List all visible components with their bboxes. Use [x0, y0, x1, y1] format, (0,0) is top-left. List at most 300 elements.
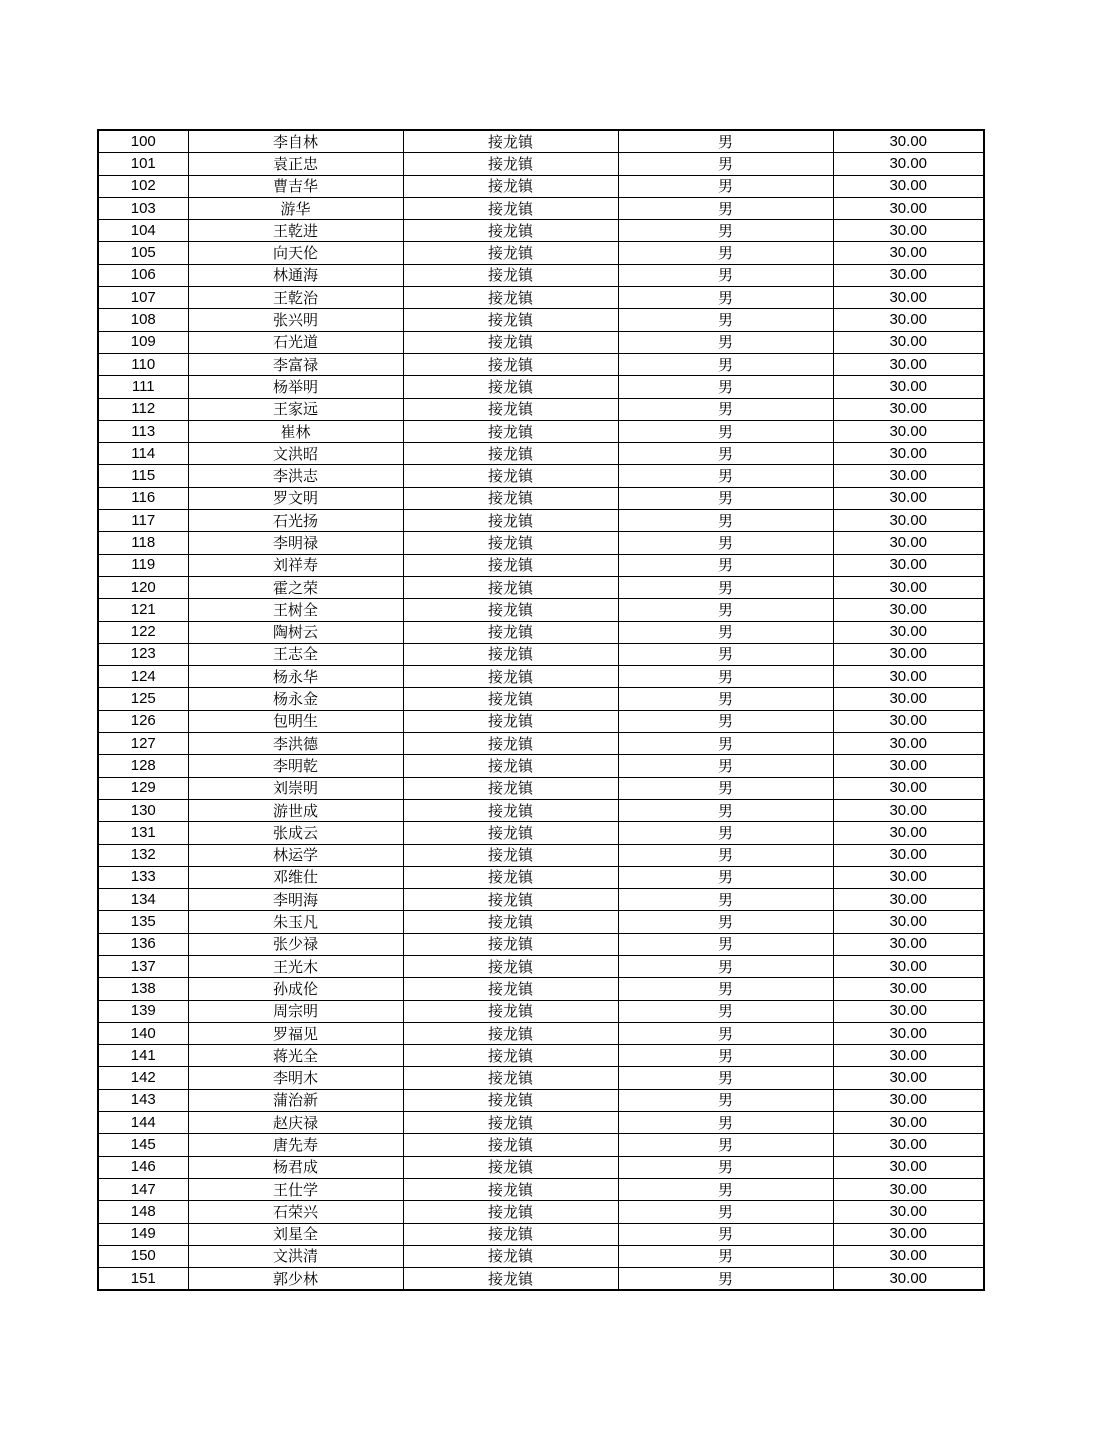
- cell-number: 149: [98, 1223, 188, 1245]
- cell-amount: 30.00: [833, 576, 984, 598]
- cell-amount: 30.00: [833, 710, 984, 732]
- cell-name: 石荣兴: [188, 1201, 403, 1223]
- table-row: [98, 1045, 984, 1067]
- table-row: [98, 1112, 984, 1134]
- table-row: [98, 978, 984, 1000]
- cell-number: 143: [98, 1089, 188, 1111]
- cell-name: 袁正忠: [188, 153, 403, 175]
- cell-name: 李明木: [188, 1067, 403, 1089]
- cell-amount: 30.00: [833, 621, 984, 643]
- cell-town: 接龙镇: [403, 1112, 618, 1134]
- table-row: [98, 1268, 984, 1291]
- table-row: [98, 1067, 984, 1089]
- cell-gender: 男: [618, 1000, 833, 1022]
- cell-town: 接龙镇: [403, 1156, 618, 1178]
- cell-town: 接龙镇: [403, 331, 618, 353]
- cell-amount: 30.00: [833, 264, 984, 286]
- table-row: [98, 175, 984, 197]
- cell-name: 刘祥寿: [188, 554, 403, 576]
- cell-town: 接龙镇: [403, 666, 618, 688]
- table-row: [98, 220, 984, 242]
- cell-gender: 男: [618, 911, 833, 933]
- cell-town: 接龙镇: [403, 130, 618, 153]
- cell-town: 接龙镇: [403, 220, 618, 242]
- cell-amount: 30.00: [833, 242, 984, 264]
- cell-town: 接龙镇: [403, 420, 618, 442]
- table-row: [98, 576, 984, 598]
- table-row: [98, 755, 984, 777]
- table-row: [98, 733, 984, 755]
- table-row: [98, 933, 984, 955]
- cell-gender: 男: [618, 978, 833, 1000]
- cell-amount: 30.00: [833, 153, 984, 175]
- cell-town: 接龙镇: [403, 777, 618, 799]
- cell-name: 霍之荣: [188, 576, 403, 598]
- cell-number: 114: [98, 443, 188, 465]
- cell-town: 接龙镇: [403, 443, 618, 465]
- cell-town: 接龙镇: [403, 822, 618, 844]
- cell-town: 接龙镇: [403, 1268, 618, 1291]
- cell-name: 杨永金: [188, 688, 403, 710]
- cell-town: 接龙镇: [403, 532, 618, 554]
- table-row: [98, 153, 984, 175]
- table-row: [98, 1178, 984, 1200]
- cell-gender: 男: [618, 287, 833, 309]
- cell-town: 接龙镇: [403, 911, 618, 933]
- cell-town: 接龙镇: [403, 755, 618, 777]
- table-row: [98, 1022, 984, 1044]
- table-row: [98, 599, 984, 621]
- cell-amount: 30.00: [833, 777, 984, 799]
- cell-number: 120: [98, 576, 188, 598]
- cell-town: 接龙镇: [403, 1223, 618, 1245]
- cell-amount: 30.00: [833, 443, 984, 465]
- cell-amount: 30.00: [833, 1022, 984, 1044]
- cell-town: 接龙镇: [403, 398, 618, 420]
- cell-name: 邓维仕: [188, 866, 403, 888]
- table-row: [98, 799, 984, 821]
- cell-town: 接龙镇: [403, 465, 618, 487]
- cell-number: 101: [98, 153, 188, 175]
- cell-number: 141: [98, 1045, 188, 1067]
- cell-name: 李明海: [188, 889, 403, 911]
- cell-amount: 30.00: [833, 1268, 984, 1291]
- cell-amount: 30.00: [833, 465, 984, 487]
- cell-name: 杨举明: [188, 376, 403, 398]
- table-row: [98, 688, 984, 710]
- cell-town: 接龙镇: [403, 1089, 618, 1111]
- cell-amount: 30.00: [833, 1134, 984, 1156]
- cell-gender: 男: [618, 1067, 833, 1089]
- table-row: [98, 844, 984, 866]
- cell-gender: 男: [618, 1022, 833, 1044]
- cell-amount: 30.00: [833, 331, 984, 353]
- cell-amount: 30.00: [833, 1045, 984, 1067]
- cell-amount: 30.00: [833, 866, 984, 888]
- cell-town: 接龙镇: [403, 889, 618, 911]
- cell-number: 121: [98, 599, 188, 621]
- cell-amount: 30.00: [833, 889, 984, 911]
- cell-town: 接龙镇: [403, 866, 618, 888]
- cell-number: 150: [98, 1245, 188, 1267]
- table-row: [98, 287, 984, 309]
- table-row: [98, 242, 984, 264]
- cell-number: 134: [98, 889, 188, 911]
- cell-amount: 30.00: [833, 197, 984, 219]
- cell-number: 102: [98, 175, 188, 197]
- cell-amount: 30.00: [833, 420, 984, 442]
- cell-amount: 30.00: [833, 1000, 984, 1022]
- table-row: [98, 911, 984, 933]
- cell-name: 刘崇明: [188, 777, 403, 799]
- cell-gender: 男: [618, 376, 833, 398]
- cell-number: 109: [98, 331, 188, 353]
- cell-name: 林运学: [188, 844, 403, 866]
- cell-town: 接龙镇: [403, 799, 618, 821]
- table-row: [98, 443, 984, 465]
- table-row: [98, 420, 984, 442]
- table-row: [98, 130, 984, 153]
- cell-amount: 30.00: [833, 755, 984, 777]
- cell-gender: 男: [618, 666, 833, 688]
- cell-town: 接龙镇: [403, 153, 618, 175]
- cell-number: 146: [98, 1156, 188, 1178]
- cell-town: 接龙镇: [403, 955, 618, 977]
- cell-number: 108: [98, 309, 188, 331]
- cell-gender: 男: [618, 710, 833, 732]
- cell-amount: 30.00: [833, 1067, 984, 1089]
- table-row: [98, 465, 984, 487]
- cell-number: 128: [98, 755, 188, 777]
- cell-gender: 男: [618, 331, 833, 353]
- cell-amount: 30.00: [833, 1112, 984, 1134]
- cell-gender: 男: [618, 955, 833, 977]
- cell-gender: 男: [618, 599, 833, 621]
- cell-name: 杨永华: [188, 666, 403, 688]
- cell-number: 113: [98, 420, 188, 442]
- cell-number: 118: [98, 532, 188, 554]
- cell-amount: 30.00: [833, 398, 984, 420]
- cell-gender: 男: [618, 866, 833, 888]
- cell-gender: 男: [618, 175, 833, 197]
- cell-name: 包明生: [188, 710, 403, 732]
- table-row: [98, 1201, 984, 1223]
- cell-amount: 30.00: [833, 1245, 984, 1267]
- cell-number: 140: [98, 1022, 188, 1044]
- cell-gender: 男: [618, 1245, 833, 1267]
- cell-number: 129: [98, 777, 188, 799]
- cell-number: 142: [98, 1067, 188, 1089]
- cell-name: 王仕学: [188, 1178, 403, 1200]
- cell-gender: 男: [618, 1268, 833, 1291]
- cell-gender: 男: [618, 420, 833, 442]
- table-row: [98, 1156, 984, 1178]
- cell-gender: 男: [618, 220, 833, 242]
- cell-amount: 30.00: [833, 1201, 984, 1223]
- cell-town: 接龙镇: [403, 643, 618, 665]
- cell-gender: 男: [618, 777, 833, 799]
- cell-town: 接龙镇: [403, 287, 618, 309]
- cell-amount: 30.00: [833, 510, 984, 532]
- cell-gender: 男: [618, 1223, 833, 1245]
- cell-gender: 男: [618, 130, 833, 153]
- cell-name: 王树全: [188, 599, 403, 621]
- cell-gender: 男: [618, 933, 833, 955]
- table-row: [98, 666, 984, 688]
- cell-name: 游世成: [188, 799, 403, 821]
- cell-town: 接龙镇: [403, 309, 618, 331]
- cell-name: 文洪昭: [188, 443, 403, 465]
- table-row: [98, 643, 984, 665]
- cell-amount: 30.00: [833, 376, 984, 398]
- table-row: [98, 532, 984, 554]
- cell-town: 接龙镇: [403, 599, 618, 621]
- cell-town: 接龙镇: [403, 621, 618, 643]
- cell-gender: 男: [618, 755, 833, 777]
- cell-number: 137: [98, 955, 188, 977]
- cell-town: 接龙镇: [403, 576, 618, 598]
- cell-amount: 30.00: [833, 822, 984, 844]
- cell-number: 127: [98, 733, 188, 755]
- cell-gender: 男: [618, 487, 833, 509]
- cell-number: 148: [98, 1201, 188, 1223]
- table-row: [98, 1245, 984, 1267]
- table-row: [98, 331, 984, 353]
- cell-amount: 30.00: [833, 487, 984, 509]
- cell-name: 王乾治: [188, 287, 403, 309]
- cell-town: 接龙镇: [403, 844, 618, 866]
- table-row: [98, 866, 984, 888]
- cell-name: 陶树云: [188, 621, 403, 643]
- cell-town: 接龙镇: [403, 242, 618, 264]
- cell-name: 石光扬: [188, 510, 403, 532]
- cell-name: 唐先寿: [188, 1134, 403, 1156]
- table-row: [98, 197, 984, 219]
- cell-town: 接龙镇: [403, 1201, 618, 1223]
- cell-number: 117: [98, 510, 188, 532]
- cell-number: 124: [98, 666, 188, 688]
- cell-name: 向天伦: [188, 242, 403, 264]
- cell-number: 151: [98, 1268, 188, 1291]
- cell-gender: 男: [618, 242, 833, 264]
- cell-number: 130: [98, 799, 188, 821]
- cell-name: 李明禄: [188, 532, 403, 554]
- cell-number: 132: [98, 844, 188, 866]
- table-row: [98, 353, 984, 375]
- table-row: [98, 487, 984, 509]
- cell-gender: 男: [618, 799, 833, 821]
- cell-amount: 30.00: [833, 688, 984, 710]
- cell-amount: 30.00: [833, 799, 984, 821]
- cell-gender: 男: [618, 576, 833, 598]
- cell-name: 周宗明: [188, 1000, 403, 1022]
- cell-number: 131: [98, 822, 188, 844]
- cell-town: 接龙镇: [403, 554, 618, 576]
- cell-name: 曹吉华: [188, 175, 403, 197]
- table-row: [98, 955, 984, 977]
- table-row: [98, 822, 984, 844]
- cell-amount: 30.00: [833, 733, 984, 755]
- table-row: [98, 554, 984, 576]
- cell-amount: 30.00: [833, 1156, 984, 1178]
- cell-town: 接龙镇: [403, 175, 618, 197]
- table-row: [98, 1134, 984, 1156]
- cell-name: 王光木: [188, 955, 403, 977]
- cell-number: 147: [98, 1178, 188, 1200]
- table-row: [98, 621, 984, 643]
- cell-gender: 男: [618, 510, 833, 532]
- cell-amount: 30.00: [833, 287, 984, 309]
- cell-number: 145: [98, 1134, 188, 1156]
- cell-number: 122: [98, 621, 188, 643]
- cell-gender: 男: [618, 353, 833, 375]
- cell-amount: 30.00: [833, 554, 984, 576]
- cell-gender: 男: [618, 889, 833, 911]
- cell-amount: 30.00: [833, 844, 984, 866]
- cell-town: 接龙镇: [403, 710, 618, 732]
- cell-gender: 男: [618, 309, 833, 331]
- data-table: [97, 129, 985, 1291]
- cell-town: 接龙镇: [403, 1000, 618, 1022]
- cell-amount: 30.00: [833, 532, 984, 554]
- cell-town: 接龙镇: [403, 1178, 618, 1200]
- cell-amount: 30.00: [833, 1089, 984, 1111]
- cell-amount: 30.00: [833, 955, 984, 977]
- cell-gender: 男: [618, 1112, 833, 1134]
- cell-number: 144: [98, 1112, 188, 1134]
- cell-name: 林通海: [188, 264, 403, 286]
- cell-name: 王志全: [188, 643, 403, 665]
- cell-number: 112: [98, 398, 188, 420]
- cell-gender: 男: [618, 443, 833, 465]
- cell-name: 李洪志: [188, 465, 403, 487]
- cell-number: 111: [98, 376, 188, 398]
- cell-town: 接龙镇: [403, 1022, 618, 1044]
- cell-town: 接龙镇: [403, 1045, 618, 1067]
- cell-town: 接龙镇: [403, 688, 618, 710]
- table-row: [98, 777, 984, 799]
- cell-number: 110: [98, 353, 188, 375]
- cell-amount: 30.00: [833, 599, 984, 621]
- cell-town: 接龙镇: [403, 264, 618, 286]
- cell-amount: 30.00: [833, 1223, 984, 1245]
- cell-gender: 男: [618, 1156, 833, 1178]
- cell-number: 133: [98, 866, 188, 888]
- cell-name: 王乾进: [188, 220, 403, 242]
- cell-gender: 男: [618, 197, 833, 219]
- table-row: [98, 398, 984, 420]
- cell-amount: 30.00: [833, 643, 984, 665]
- cell-amount: 30.00: [833, 1178, 984, 1200]
- cell-name: 孙成伦: [188, 978, 403, 1000]
- cell-amount: 30.00: [833, 933, 984, 955]
- cell-town: 接龙镇: [403, 978, 618, 1000]
- cell-gender: 男: [618, 1178, 833, 1200]
- cell-name: 石光道: [188, 331, 403, 353]
- cell-number: 126: [98, 710, 188, 732]
- cell-name: 张少禄: [188, 933, 403, 955]
- cell-number: 139: [98, 1000, 188, 1022]
- cell-gender: 男: [618, 264, 833, 286]
- cell-number: 135: [98, 911, 188, 933]
- cell-gender: 男: [618, 153, 833, 175]
- cell-gender: 男: [618, 465, 833, 487]
- table-row: [98, 264, 984, 286]
- cell-gender: 男: [618, 398, 833, 420]
- cell-town: 接龙镇: [403, 376, 618, 398]
- cell-town: 接龙镇: [403, 353, 618, 375]
- cell-town: 接龙镇: [403, 510, 618, 532]
- cell-gender: 男: [618, 1089, 833, 1111]
- cell-number: 103: [98, 197, 188, 219]
- cell-name: 郭少林: [188, 1268, 403, 1291]
- cell-town: 接龙镇: [403, 1134, 618, 1156]
- cell-name: 赵庆禄: [188, 1112, 403, 1134]
- cell-amount: 30.00: [833, 666, 984, 688]
- cell-town: 接龙镇: [403, 733, 618, 755]
- cell-number: 116: [98, 487, 188, 509]
- cell-amount: 30.00: [833, 220, 984, 242]
- cell-number: 123: [98, 643, 188, 665]
- cell-name: 罗文明: [188, 487, 403, 509]
- table-row: [98, 376, 984, 398]
- cell-gender: 男: [618, 621, 833, 643]
- cell-number: 100: [98, 130, 188, 153]
- cell-name: 崔林: [188, 420, 403, 442]
- table-body: [98, 130, 984, 1290]
- cell-gender: 男: [618, 1134, 833, 1156]
- table-row: [98, 510, 984, 532]
- cell-name: 罗福见: [188, 1022, 403, 1044]
- cell-amount: 30.00: [833, 175, 984, 197]
- cell-number: 138: [98, 978, 188, 1000]
- cell-amount: 30.00: [833, 309, 984, 331]
- cell-number: 104: [98, 220, 188, 242]
- table-row: [98, 309, 984, 331]
- table-row: [98, 889, 984, 911]
- cell-name: 文洪清: [188, 1245, 403, 1267]
- cell-gender: 男: [618, 688, 833, 710]
- cell-town: 接龙镇: [403, 487, 618, 509]
- cell-gender: 男: [618, 532, 833, 554]
- cell-name: 李自林: [188, 130, 403, 153]
- cell-town: 接龙镇: [403, 1067, 618, 1089]
- cell-name: 李明乾: [188, 755, 403, 777]
- cell-gender: 男: [618, 844, 833, 866]
- table-row: [98, 1223, 984, 1245]
- table-row: [98, 1000, 984, 1022]
- cell-name: 王家远: [188, 398, 403, 420]
- cell-name: 杨君成: [188, 1156, 403, 1178]
- cell-number: 105: [98, 242, 188, 264]
- cell-gender: 男: [618, 1045, 833, 1067]
- cell-town: 接龙镇: [403, 197, 618, 219]
- cell-amount: 30.00: [833, 353, 984, 375]
- cell-number: 136: [98, 933, 188, 955]
- table-row: [98, 710, 984, 732]
- cell-name: 李富禄: [188, 353, 403, 375]
- cell-number: 106: [98, 264, 188, 286]
- cell-name: 蒲治新: [188, 1089, 403, 1111]
- cell-gender: 男: [618, 733, 833, 755]
- cell-amount: 30.00: [833, 130, 984, 153]
- cell-name: 游华: [188, 197, 403, 219]
- cell-amount: 30.00: [833, 911, 984, 933]
- cell-gender: 男: [618, 554, 833, 576]
- cell-number: 107: [98, 287, 188, 309]
- cell-town: 接龙镇: [403, 1245, 618, 1267]
- cell-number: 119: [98, 554, 188, 576]
